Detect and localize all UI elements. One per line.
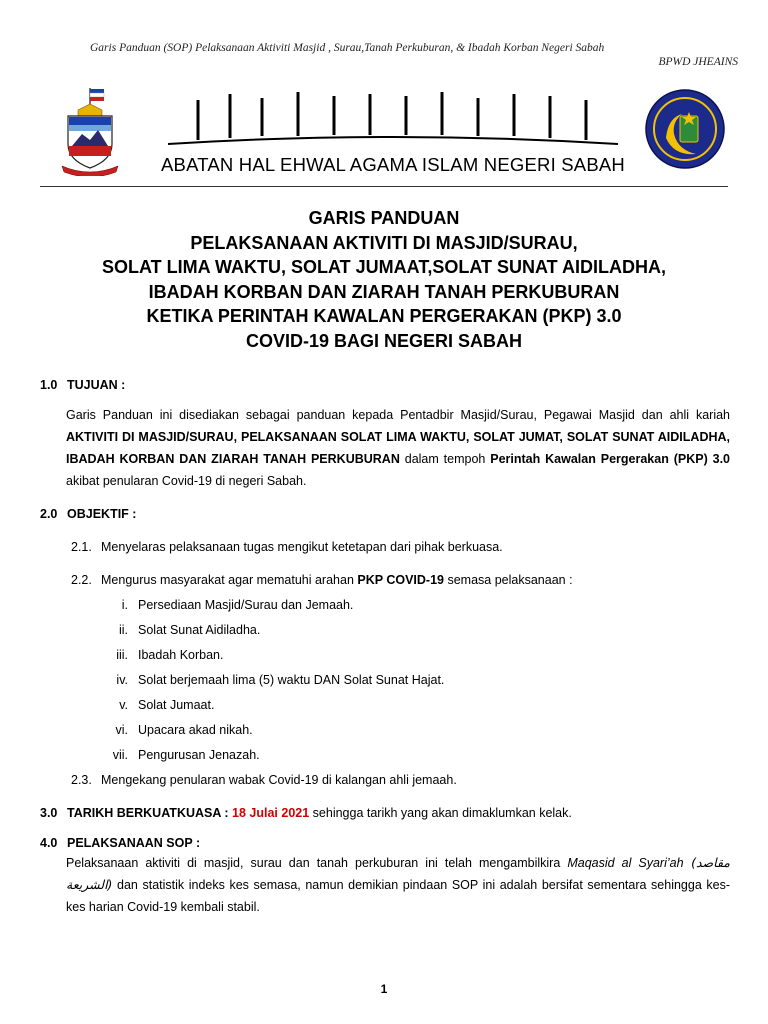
header-divider: [40, 186, 728, 187]
objective-item: 2.2. Mengurus masyarakat agar mematuhi arahan PKP COVID-19 semasa pelaksanaan :: [71, 573, 573, 587]
jheains-logo-icon: [644, 88, 726, 170]
objective-item: 2.3. Mengekang penularan wabak Covid-19 di kalangan ahli jemaah.: [71, 773, 457, 787]
sub-list-item: v. Solat Jumaat.: [119, 698, 215, 712]
sub-list-item: ii. Solat Sunat Aidiladha.: [118, 623, 261, 637]
running-header-unit: BPWD JHEAINS: [658, 56, 738, 68]
sabah-state-crest-icon: [60, 86, 120, 176]
running-header-title: Garis Panduan (SOP) Pelaksanaan Aktiviti Masjid , Surau,Tanah Perkuburan, & Ibadah Korban Negeri Sabah: [90, 42, 605, 54]
title-line: COVID-19 BAGI NEGERI SABAH: [245, 330, 523, 351]
effective-date: 18 Julai 2021: [232, 806, 310, 820]
document-title: [40, 206, 728, 353]
sub-list-item: vi. Upacara akad nikah.: [115, 723, 253, 737]
sub-list-item: vii. Pengurusan Jenazah.: [112, 748, 260, 762]
sub-list-item: i. Persediaan Masjid/Surau dan Jemaah.: [121, 598, 354, 612]
title-line: SOLAT LIMA WAKTU, SOLAT JUMAAT,SOLAT SUNAT AIDILADHA,: [102, 257, 666, 277]
section-3-effective-date: 3.0 TARIKH BERKUATKUASA : 18 Julai 2021 sehingga tarikh yang akan dimaklumkan kelak.: [40, 806, 572, 820]
section-2-heading: 2.0 OBJEKTIF :: [40, 507, 137, 521]
sub-list-item: iv. Solat berjemaah lima (5) waktu DAN Solat Sunat Hajat.: [116, 673, 445, 687]
title-line: PELAKSANAAN AKTIVITI DI MASJID/SURAU,: [190, 232, 578, 253]
section-4-heading: 4.0 PELAKSANAAN SOP :: [40, 836, 201, 850]
sub-list-item: iii. Ibadah Korban.: [116, 648, 224, 662]
department-name: ABATAN HAL EHWAL AGAMA ISLAM NEGERI SABAH: [161, 154, 625, 175]
jawi-calligraphy-title: [158, 86, 628, 152]
section-1-heading: 1.0 TUJUAN :: [40, 378, 126, 392]
section-4-paragraph: Pelaksanaan aktiviti di masjid, surau dan tanah perkuburan ini telah mengambilkira Maqasid al Syari’ah (مقاصد الشريعة) dan statistik indeks kes semasa, namun demikian pindaan SOP ini adalah bersifat sementara sehingga kes-kes harian Covid-19 kembali stabil.: [66, 855, 730, 914]
page-number: 1: [380, 982, 388, 996]
title-line: GARIS PANDUAN: [308, 208, 460, 228]
objective-item: 2.1. Menyelaras pelaksanaan tugas mengikut ketetapan dari pihak berkuasa.: [71, 540, 503, 554]
title-line: IBADAH KORBAN DAN ZIARAH TANAH PERKUBURAN: [148, 281, 620, 302]
title-line: KETIKA PERINTAH KAWALAN PERGERAKAN (PKP) 3.0: [146, 306, 622, 326]
section-1-paragraph: Garis Panduan ini disediakan sebagai panduan kepada Pentadbir Masjid/Surau, Pegawai Masjid dan ahli kariah AKTIVITI DI MASJID/SURAU, PELAKSANAAN SOLAT LIMA WAKTU, SOLAT JUMAT, SOLAT SUNAT AIDILADHA, IBADAH KORBAN DAN ZIARAH TANAH PERKUBURAN dalam tempoh Perintah Kawalan Pergerakan (PKP) 3.0 akibat penularan Covid-19 di negeri Sabah.: [66, 408, 730, 488]
